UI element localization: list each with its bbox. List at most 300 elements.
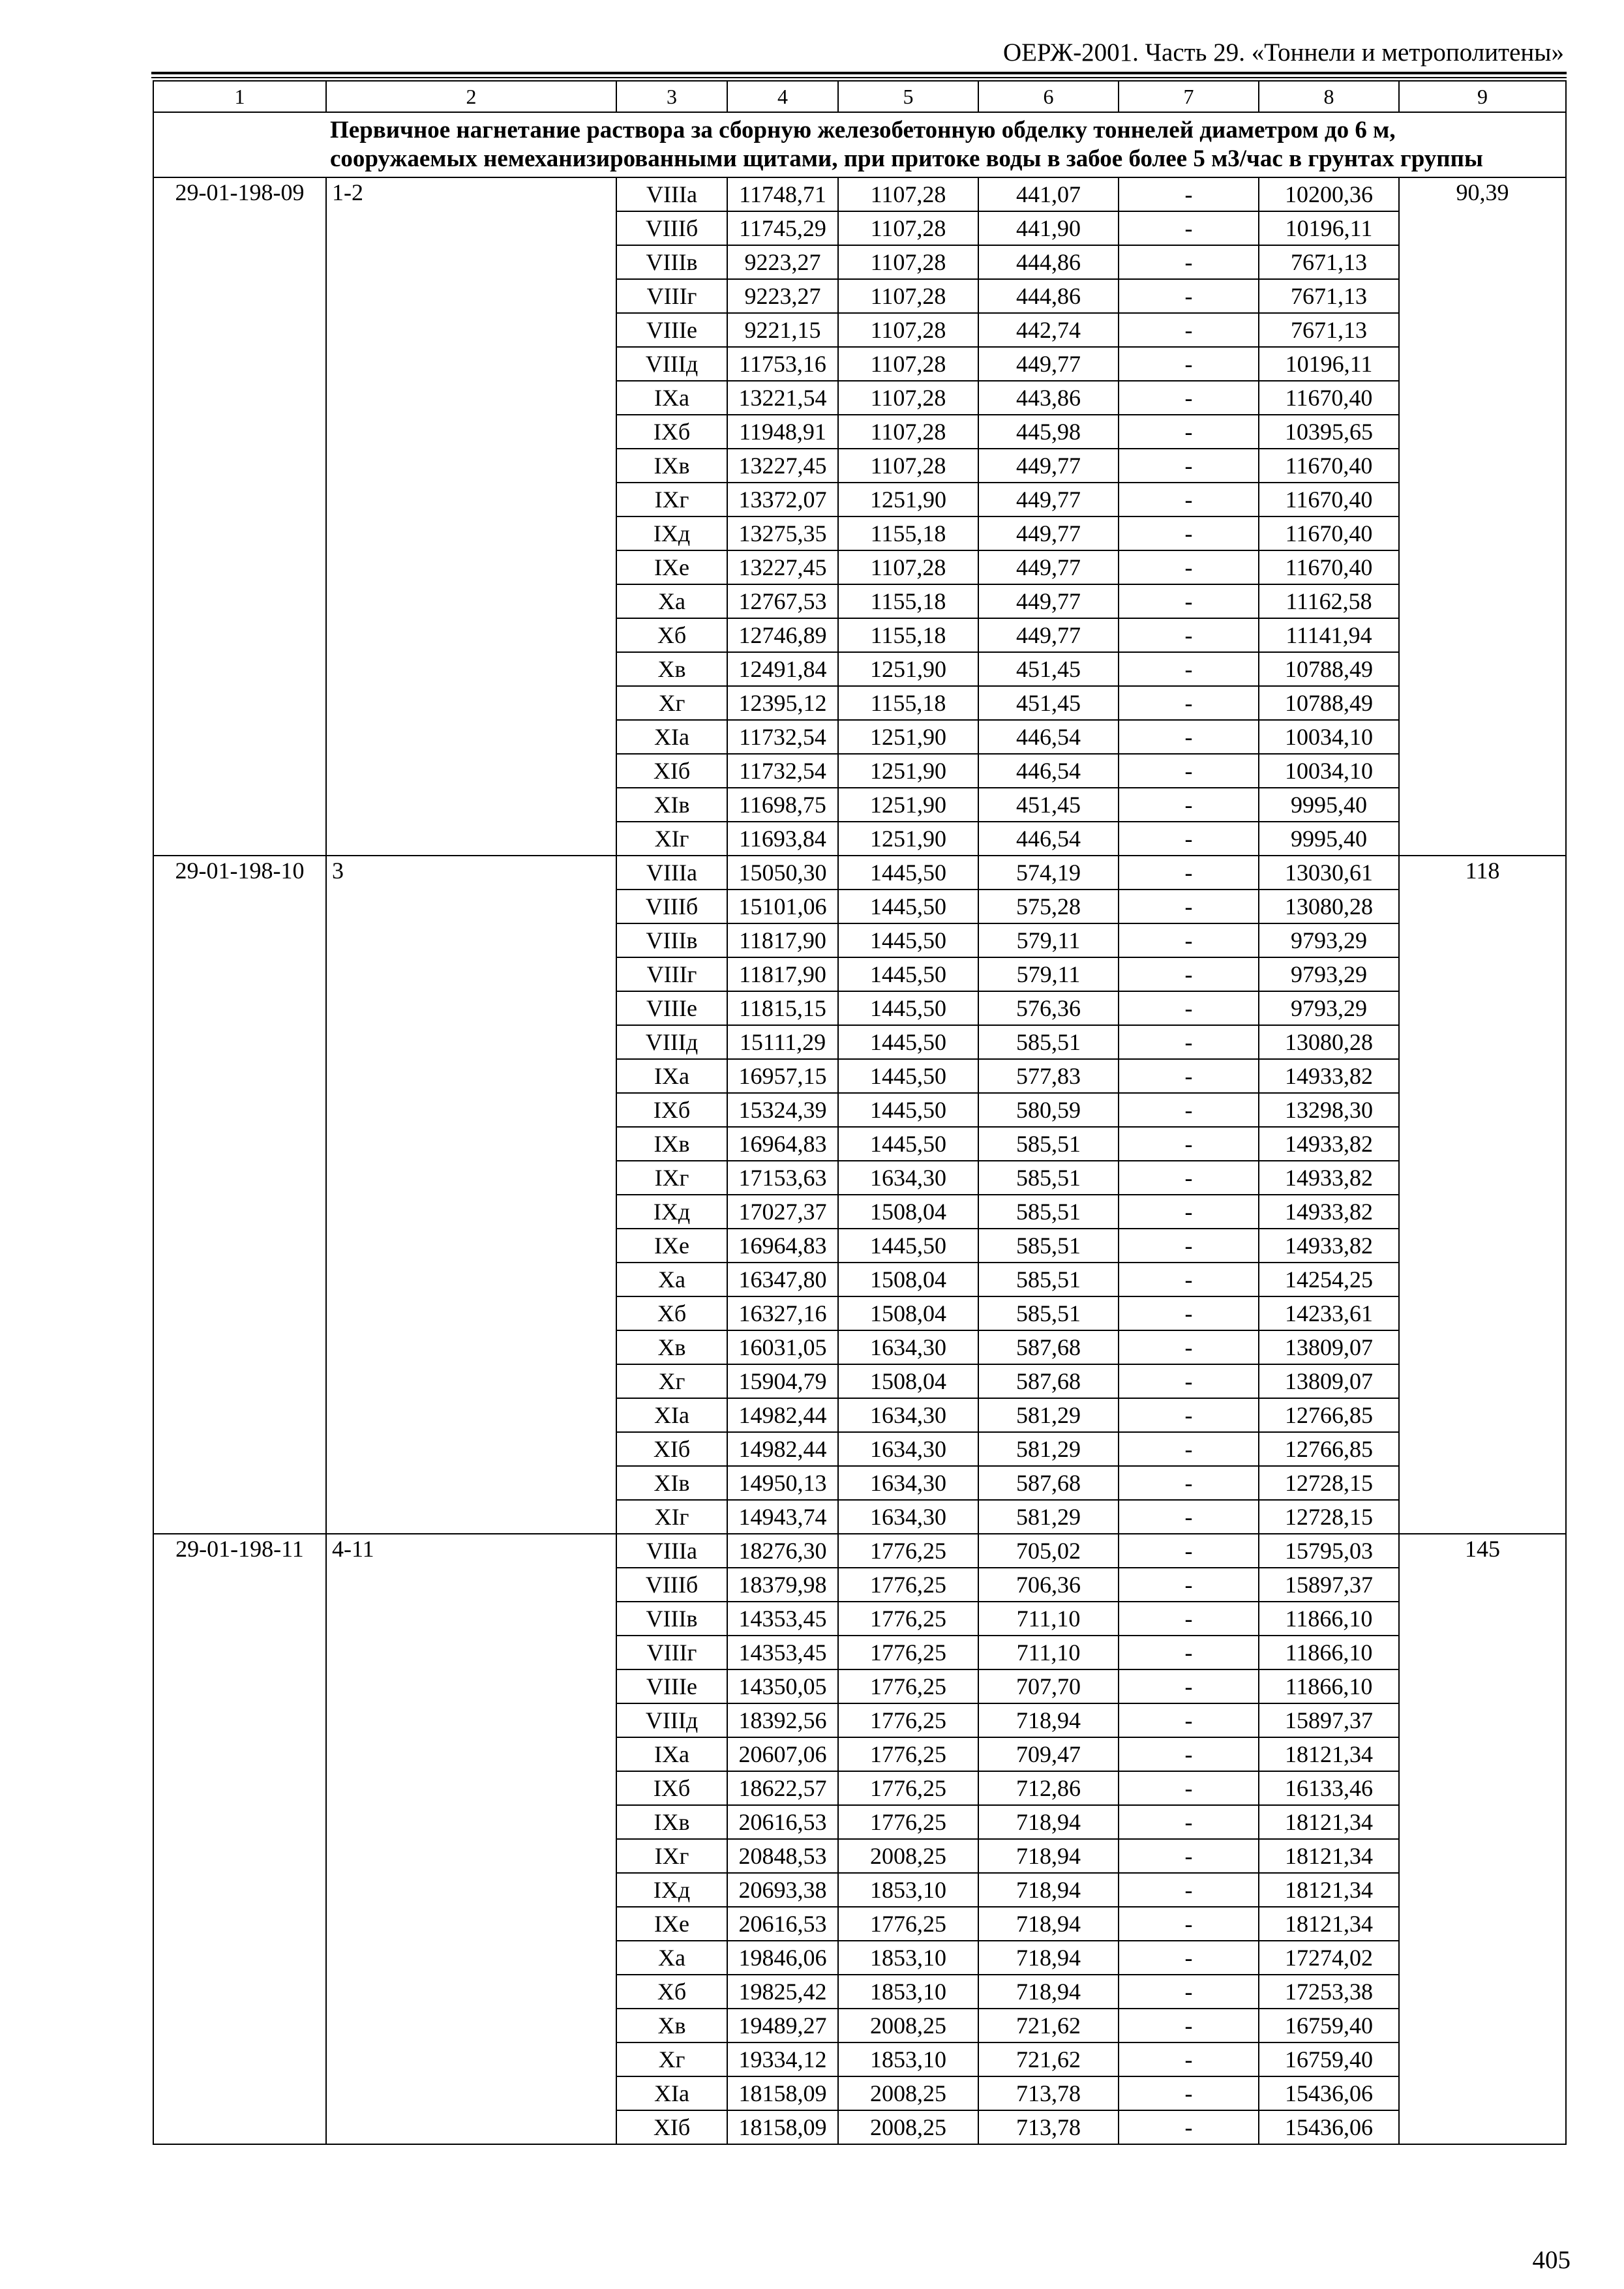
column-number: 3 [616,81,727,112]
soil-group: Xг [616,1364,727,1398]
wages: 1508,04 [838,1364,978,1398]
soil-group: IXа [616,381,727,415]
soil-group: VIIIе [616,313,727,347]
item-code: 29-01-198-09 [153,177,326,856]
soil-group: IXг [616,1839,727,1873]
soil-group: IXд [616,1873,727,1907]
soil-group: VIIIа [616,177,727,211]
machinist-wages: - [1119,1127,1259,1161]
machinist-wages: - [1119,550,1259,584]
materials-cost: 14933,82 [1259,1195,1399,1229]
materials-cost: 11670,40 [1259,483,1399,516]
machine-cost: 451,45 [978,686,1119,720]
materials-cost: 16759,40 [1259,2009,1399,2042]
soil-group: XIг [616,822,727,856]
wages: 1251,90 [838,652,978,686]
wages: 1107,28 [838,279,978,313]
wages: 1776,25 [838,1568,978,1602]
materials-cost: 11670,40 [1259,550,1399,584]
section-title-line: сооружаемых немеханизированными щитами, при притоке воды в забое более 5 м3/час в грунтах группы [330,145,1483,172]
machine-cost: 718,94 [978,1907,1119,1941]
column-number: 4 [727,81,838,112]
machinist-wages: - [1119,1975,1259,2009]
machine-cost: 449,77 [978,347,1119,381]
total-cost: 16327,16 [727,1296,838,1330]
wages: 1776,25 [838,1703,978,1737]
materials-cost: 14233,61 [1259,1296,1399,1330]
wages: 1445,50 [838,991,978,1025]
wages: 1508,04 [838,1195,978,1229]
wages: 1251,90 [838,720,978,754]
column-number: 1 [153,81,326,112]
machinist-wages: - [1119,1636,1259,1669]
soil-group: Xг [616,2042,727,2076]
materials-cost: 16133,46 [1259,1771,1399,1805]
soil-group: XIа [616,2076,727,2110]
soil-group: VIIIг [616,279,727,313]
materials-cost: 14933,82 [1259,1229,1399,1263]
column-number: 2 [326,81,616,112]
wages: 1853,10 [838,1975,978,2009]
wages: 1155,18 [838,584,978,618]
soil-group: IXг [616,1161,727,1195]
running-header: ОЕРЖ-2001. Часть 29. «Тоннели и метрополитены» [1002,38,1564,67]
materials-cost: 13809,07 [1259,1330,1399,1364]
soil-group: XIа [616,720,727,754]
total-cost: 14353,45 [727,1636,838,1669]
section-title-line: Первичное нагнетание раствора за сборную железобетонную обделку тоннелей диаметром до 6 м, [330,117,1396,143]
soil-group: IXе [616,550,727,584]
total-cost: 14982,44 [727,1432,838,1466]
wages: 2008,25 [838,1839,978,1873]
machinist-wages: - [1119,1703,1259,1737]
machine-cost: 449,77 [978,550,1119,584]
soil-group: Xб [616,1975,727,2009]
machinist-wages: - [1119,686,1259,720]
materials-cost: 11866,10 [1259,1669,1399,1703]
machine-cost: 449,77 [978,584,1119,618]
total-cost: 16031,05 [727,1330,838,1364]
materials-cost: 11162,58 [1259,584,1399,618]
materials-cost: 13080,28 [1259,1025,1399,1059]
total-cost: 17153,63 [727,1161,838,1195]
machine-cost: 585,51 [978,1161,1119,1195]
materials-cost: 10196,11 [1259,211,1399,245]
machinist-wages: - [1119,1229,1259,1263]
section-title [153,112,1566,177]
materials-cost: 15897,37 [1259,1703,1399,1737]
wages: 1107,28 [838,347,978,381]
materials-cost: 13030,61 [1259,856,1399,890]
wages: 2008,25 [838,2076,978,2110]
total-cost: 9223,27 [727,279,838,313]
machinist-wages: - [1119,347,1259,381]
total-cost: 13227,45 [727,449,838,483]
machinist-wages: - [1119,788,1259,822]
machinist-wages: - [1119,415,1259,449]
materials-cost: 12766,85 [1259,1432,1399,1466]
total-cost: 9223,27 [727,245,838,279]
soil-group: VIIIа [616,856,727,890]
wages: 1251,90 [838,822,978,856]
total-cost: 13221,54 [727,381,838,415]
total-cost: 16957,15 [727,1059,838,1093]
machinist-wages: - [1119,1941,1259,1975]
total-cost: 18622,57 [727,1771,838,1805]
soil-group: IXе [616,1229,727,1263]
materials-cost: 7671,13 [1259,279,1399,313]
machine-cost: 449,77 [978,618,1119,652]
machine-cost: 581,29 [978,1432,1119,1466]
machinist-wages: - [1119,2009,1259,2042]
machinist-wages: - [1119,856,1259,890]
materials-cost: 10395,65 [1259,415,1399,449]
soil-group: Xг [616,686,727,720]
wages: 1445,50 [838,923,978,957]
materials-cost: 13298,30 [1259,1093,1399,1127]
total-cost: 14353,45 [727,1602,838,1636]
machinist-wages: - [1119,313,1259,347]
wages: 1634,30 [838,1398,978,1432]
materials-cost: 9995,40 [1259,822,1399,856]
soil-group: VIIIв [616,923,727,957]
machinist-wages: - [1119,618,1259,652]
total-cost: 16964,83 [727,1127,838,1161]
machinist-wages: - [1119,2110,1259,2144]
wages: 1107,28 [838,211,978,245]
machinist-wages: - [1119,652,1259,686]
materials-cost: 18121,34 [1259,1907,1399,1941]
total-cost: 11698,75 [727,788,838,822]
machine-cost: 579,11 [978,923,1119,957]
total-cost: 11817,90 [727,923,838,957]
machine-cost: 575,28 [978,890,1119,923]
total-cost: 20607,06 [727,1737,838,1771]
materials-cost: 10200,36 [1259,177,1399,211]
header-rule-thin [151,77,1567,78]
wages: 1508,04 [838,1296,978,1330]
materials-cost: 11141,94 [1259,618,1399,652]
machine-cost: 713,78 [978,2076,1119,2110]
wages: 1445,50 [838,890,978,923]
materials-cost: 17274,02 [1259,1941,1399,1975]
wages: 1776,25 [838,1534,978,1568]
materials-cost: 18121,34 [1259,1873,1399,1907]
soil-group: VIIIб [616,211,727,245]
machine-cost: 712,86 [978,1771,1119,1805]
soil-group: Xв [616,2009,727,2042]
soil-group: IXа [616,1059,727,1093]
materials-cost: 7671,13 [1259,245,1399,279]
machine-cost: 441,07 [978,177,1119,211]
machine-cost: 721,62 [978,2009,1119,2042]
machine-cost: 442,74 [978,313,1119,347]
machinist-wages: - [1119,1093,1259,1127]
soil-group: IXв [616,1805,727,1839]
wages: 1853,10 [838,2042,978,2076]
machinist-wages: - [1119,1432,1259,1466]
zone-number: 4-11 [326,1534,616,2144]
soil-group: IXб [616,1093,727,1127]
machinist-wages: - [1119,822,1259,856]
machine-cost: 711,10 [978,1602,1119,1636]
total-cost: 12746,89 [727,618,838,652]
materials-cost: 9995,40 [1259,788,1399,822]
header-rule [151,72,1567,74]
total-cost: 11815,15 [727,991,838,1025]
machine-cost: 441,90 [978,211,1119,245]
wages: 2008,25 [838,2009,978,2042]
machinist-wages: - [1119,381,1259,415]
total-cost: 18379,98 [727,1568,838,1602]
wages: 1155,18 [838,686,978,720]
soil-group: Xа [616,584,727,618]
soil-group: VIIIе [616,1669,727,1703]
wages: 1776,25 [838,1636,978,1669]
total-cost: 12767,53 [727,584,838,618]
wages: 1853,10 [838,1941,978,1975]
machinist-wages: - [1119,957,1259,991]
machine-cost: 587,68 [978,1364,1119,1398]
total-cost: 15904,79 [727,1364,838,1398]
wages: 1107,28 [838,550,978,584]
machinist-wages: - [1119,1025,1259,1059]
machinist-wages: - [1119,1805,1259,1839]
machinist-wages: - [1119,1364,1259,1398]
wages: 1445,50 [838,1059,978,1093]
wages: 1251,90 [838,483,978,516]
machine-cost: 580,59 [978,1093,1119,1127]
materials-cost: 9793,29 [1259,957,1399,991]
total-cost: 20693,38 [727,1873,838,1907]
wages: 1445,50 [838,856,978,890]
table-row [153,856,1566,890]
total-cost: 15111,29 [727,1025,838,1059]
wages: 1445,50 [838,957,978,991]
wages: 1107,28 [838,177,978,211]
machine-cost: 446,54 [978,822,1119,856]
soil-group: VIIIд [616,1703,727,1737]
wages: 1776,25 [838,1737,978,1771]
machine-cost: 706,36 [978,1568,1119,1602]
total-cost: 15050,30 [727,856,838,890]
machinist-wages: - [1119,2042,1259,2076]
soil-group: VIIIб [616,1568,727,1602]
total-cost: 14982,44 [727,1398,838,1432]
wages: 1776,25 [838,1907,978,1941]
materials-cost: 12728,15 [1259,1466,1399,1500]
machine-cost: 713,78 [978,2110,1119,2144]
column-number-row [153,81,1566,112]
materials-cost: 16759,40 [1259,2042,1399,2076]
wages: 1251,90 [838,754,978,788]
machine-cost: 585,51 [978,1296,1119,1330]
machine-cost: 443,86 [978,381,1119,415]
machinist-wages: - [1119,1296,1259,1330]
labor-rate: 145 [1399,1534,1566,2144]
machinist-wages: - [1119,890,1259,923]
machine-cost: 449,77 [978,483,1119,516]
machinist-wages: - [1119,1873,1259,1907]
machine-cost: 449,77 [978,449,1119,483]
zone-number: 1-2 [326,177,616,856]
total-cost: 12395,12 [727,686,838,720]
materials-cost: 11670,40 [1259,449,1399,483]
machinist-wages: - [1119,1398,1259,1432]
machinist-wages: - [1119,2076,1259,2110]
total-cost: 20616,53 [727,1907,838,1941]
machinist-wages: - [1119,1330,1259,1364]
total-cost: 11693,84 [727,822,838,856]
wages: 1445,50 [838,1229,978,1263]
machinist-wages: - [1119,584,1259,618]
materials-cost: 9793,29 [1259,991,1399,1025]
labor-rate: 90,39 [1399,177,1566,856]
materials-cost: 15436,06 [1259,2110,1399,2144]
soil-group: XIв [616,1466,727,1500]
machinist-wages: - [1119,177,1259,211]
column-number: 5 [838,81,978,112]
machinist-wages: - [1119,1195,1259,1229]
machinist-wages: - [1119,1466,1259,1500]
wages: 1634,30 [838,1432,978,1466]
materials-cost: 15897,37 [1259,1568,1399,1602]
soil-group: VIIIа [616,1534,727,1568]
total-cost: 13227,45 [727,550,838,584]
soil-group: VIIIв [616,245,727,279]
soil-group: IXг [616,483,727,516]
total-cost: 19489,27 [727,2009,838,2042]
soil-group: VIIIб [616,890,727,923]
total-cost: 18158,09 [727,2110,838,2144]
total-cost: 14950,13 [727,1466,838,1500]
machinist-wages: - [1119,516,1259,550]
soil-group: Xа [616,1263,727,1296]
machinist-wages: - [1119,1534,1259,1568]
soil-group: VIIIв [616,1602,727,1636]
materials-cost: 11866,10 [1259,1636,1399,1669]
soil-group: VIIIг [616,1636,727,1669]
wages: 1445,50 [838,1127,978,1161]
materials-cost: 11866,10 [1259,1602,1399,1636]
total-cost: 19334,12 [727,2042,838,2076]
materials-cost: 15436,06 [1259,2076,1399,2110]
machine-cost: 577,83 [978,1059,1119,1093]
machinist-wages: - [1119,1907,1259,1941]
table-body [153,81,1566,2144]
machine-cost: 445,98 [978,415,1119,449]
wages: 1776,25 [838,1805,978,1839]
materials-cost: 14933,82 [1259,1127,1399,1161]
machinist-wages: - [1119,1568,1259,1602]
item-code: 29-01-198-10 [153,856,326,1534]
zone-number: 3 [326,856,616,1534]
column-number: 8 [1259,81,1399,112]
soil-group: Xб [616,1296,727,1330]
soil-group: Xб [616,618,727,652]
wages: 1634,30 [838,1466,978,1500]
machine-cost: 718,94 [978,1873,1119,1907]
materials-cost: 11670,40 [1259,516,1399,550]
total-cost: 18392,56 [727,1703,838,1737]
wages: 1853,10 [838,1873,978,1907]
materials-cost: 10788,49 [1259,652,1399,686]
machine-cost: 718,94 [978,1805,1119,1839]
machinist-wages: - [1119,720,1259,754]
wages: 1776,25 [838,1602,978,1636]
total-cost: 18158,09 [727,2076,838,2110]
wages: 1508,04 [838,1263,978,1296]
wages: 1107,28 [838,245,978,279]
soil-group: XIб [616,2110,727,2144]
soil-group: VIIIд [616,347,727,381]
total-cost: 15324,39 [727,1093,838,1127]
soil-group: IXб [616,415,727,449]
machine-cost: 576,36 [978,991,1119,1025]
total-cost: 16964,83 [727,1229,838,1263]
total-cost: 12491,84 [727,652,838,686]
total-cost: 17027,37 [727,1195,838,1229]
column-number: 6 [978,81,1119,112]
soil-group: Xв [616,1330,727,1364]
soil-group: XIа [616,1398,727,1432]
machinist-wages: - [1119,754,1259,788]
total-cost: 20848,53 [727,1839,838,1873]
machine-cost: 585,51 [978,1229,1119,1263]
machine-cost: 721,62 [978,2042,1119,2076]
table-row [153,177,1566,211]
materials-cost: 14933,82 [1259,1059,1399,1093]
machine-cost: 707,70 [978,1669,1119,1703]
machine-cost: 587,68 [978,1330,1119,1364]
table-row [153,1534,1566,1568]
materials-cost: 10034,10 [1259,720,1399,754]
total-cost: 11748,71 [727,177,838,211]
wages: 1634,30 [838,1161,978,1195]
soil-group: IXв [616,449,727,483]
machine-cost: 446,54 [978,754,1119,788]
machinist-wages: - [1119,1500,1259,1534]
soil-group: IXа [616,1737,727,1771]
soil-group: IXд [616,1195,727,1229]
machine-cost: 446,54 [978,720,1119,754]
materials-cost: 12766,85 [1259,1398,1399,1432]
machine-cost: 579,11 [978,957,1119,991]
materials-cost: 18121,34 [1259,1737,1399,1771]
wages: 2008,25 [838,2110,978,2144]
machinist-wages: - [1119,1771,1259,1805]
wages: 1107,28 [838,415,978,449]
materials-cost: 18121,34 [1259,1805,1399,1839]
total-cost: 13372,07 [727,483,838,516]
machine-cost: 585,51 [978,1263,1119,1296]
total-cost: 13275,35 [727,516,838,550]
machinist-wages: - [1119,483,1259,516]
wages: 1634,30 [838,1500,978,1534]
total-cost: 11948,91 [727,415,838,449]
machine-cost: 705,02 [978,1534,1119,1568]
wages: 1634,30 [838,1330,978,1364]
materials-cost: 15795,03 [1259,1534,1399,1568]
column-number: 9 [1399,81,1566,112]
total-cost: 18276,30 [727,1534,838,1568]
rates-table [153,80,1567,2145]
machine-cost: 709,47 [978,1737,1119,1771]
machine-cost: 451,45 [978,788,1119,822]
machine-cost: 718,94 [978,1941,1119,1975]
soil-group: VIIIг [616,957,727,991]
soil-group: VIIIд [616,1025,727,1059]
